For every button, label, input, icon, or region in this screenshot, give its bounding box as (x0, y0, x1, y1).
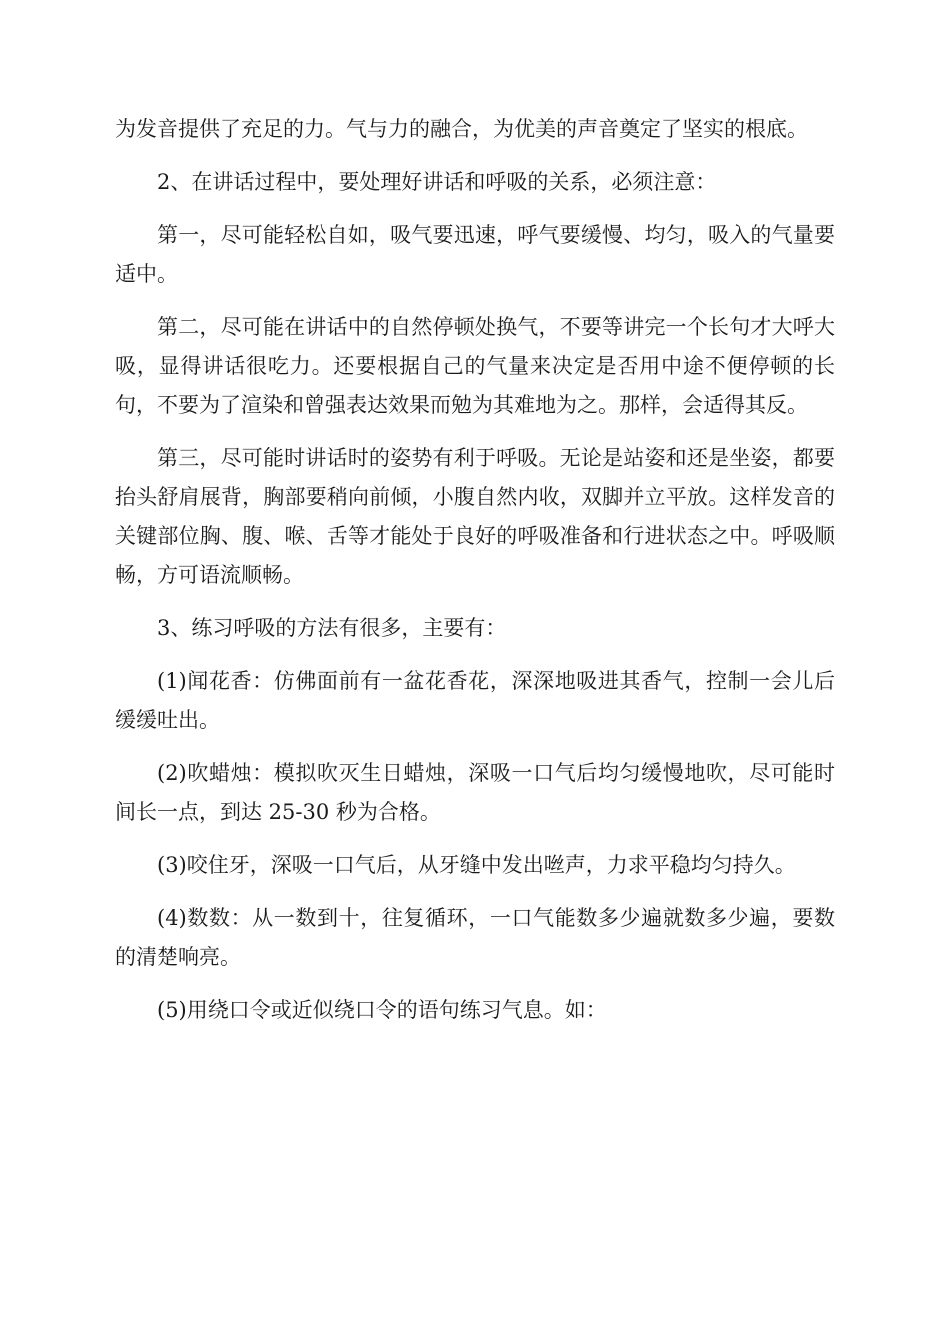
paragraph-point-3: 第三，尽可能时讲话时的姿势有利于呼吸。无论是站姿和还是坐姿，都要抬头舒肩展背，胸部要稍向前倾，小腹自然内收，双脚并立平放。这样发音的关键部位胸、腹、喉、舌等才能处于良好的呼吸准备和行进状态之中。呼吸顺畅，方可语流顺畅。 (115, 446, 835, 587)
paragraph-point-1: 第一，尽可能轻松自如，吸气要迅速，呼气要缓慢、均匀，吸入的气量要适中。 (115, 223, 835, 286)
paragraph-method-3: (3)咬住牙，深吸一口气后，从牙缝中发出咝声，力求平稳均匀持久。 (157, 853, 796, 877)
document-body (115, 110, 835, 1044)
paragraph-method-2: (2)吹蜡烛：模拟吹灭生日蜡烛，深吸一口气后均匀缓慢地吹，尽可能时间长一点，到达 25-30 秒为合格。 (115, 761, 835, 824)
paragraph-section-3-heading: 3、练习呼吸的方法有很多，主要有： (157, 616, 507, 640)
paragraph-method-1: (1)闻花香：仿佛面前有一盆花香花，深深地吸进其香气，控制一会儿后缓缓吐出。 (115, 669, 835, 732)
paragraph-method-5: (5)用绕口令或近似绕口令的语句练习气息。如： (157, 998, 607, 1022)
paragraph-point-2: 第二，尽可能在讲话中的自然停顿处换气，不要等讲完一个长句才大呼大吸，显得讲话很吃力。还要根据自己的气量来决定是否用中途不便停顿的长句，不要为了渲染和曾强表达效果而勉为其难地为之。那样，会适得其反。 (115, 315, 835, 417)
paragraph-continuation: 为发音提供了充足的力。气与力的融合，为优美的声音奠定了坚实的根底。 (115, 117, 808, 141)
paragraph-section-2-heading: 2、在讲话过程中，要处理好讲话和呼吸的关系，必须注意： (157, 170, 717, 194)
paragraph-method-4: (4)数数：从一数到十，往复循环，一口气能数多少遍就数多少遍，要数的清楚响亮。 (115, 906, 835, 969)
